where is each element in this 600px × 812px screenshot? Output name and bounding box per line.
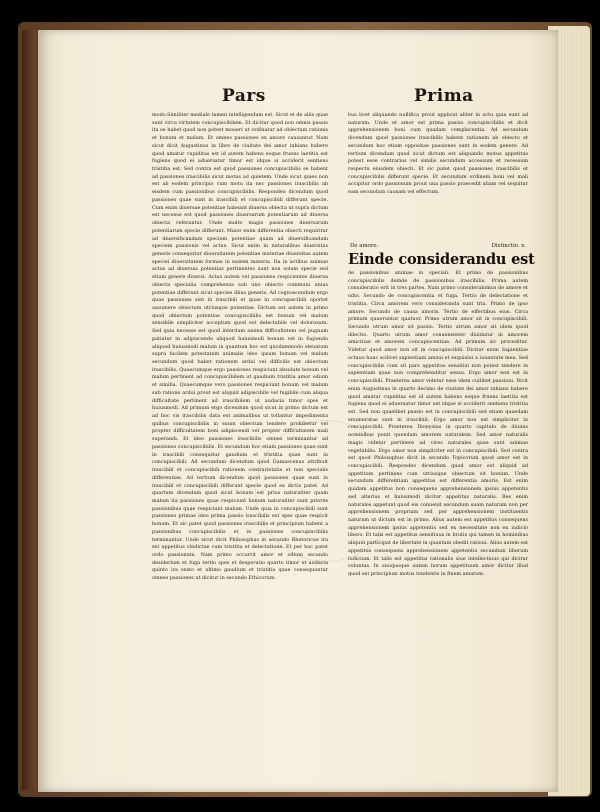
running-head-left: Pars — [222, 86, 266, 106]
left-text-column — [152, 112, 328, 714]
left-column-text: modo.Similiter mediale tamen intelligendum est. Sicut et de aliis quae sunt circa virtutem concupiscibilem. Et dicitur quod non omnis passio ita se habet quod non potest moueri ut ordinatur ad obiectum rationis et bonum et malum. Et omnes passiones ex amore causantur. Nam sicut dicit Augustinus in libro de ciuitate dei amor inhians habere quod amatur cupiditas est id autem habens eoque fruens laetitia est fugiens quod ei aduersatur timor est idque si acciderit sentiens tristitia est. Sed contra est quod passiones concupiscibilis se habent ad passiones irascibilis sicut motus ad quietem. Unde sicut quies non est ab eodem principio cum motu ita nec passiones irascibilis ab eisdem cum passionibus concupiscibilis. Respondeo dicendum quod passiones quae sunt in irascibili et concupiscibili differunt specie. Cum enim diuersae potentiae habeant diuersa obiecta ut supra dictum est necesse est quod passiones diuersarum potentiarum ad diuersa obiecta referantur. Unde multo magis passiones diuersarum potentiarum specie differunt. Maior enim differentia obiecti requiritur ad diuersificandam speciem potentiae quam ad diuersificandam speciem passionis vel actus. Sicut enim in naturalibus diuersitas generis consequitur diuersitatem potentiae materiae diuersitas autem speciei diuersitatem formae in eadem materia. Ita in actibus animae actus ad diuersas potentias pertinentes sunt non solum specie sed etiam genere diuersi. Actus autem vel passiones respicientes diuersa obiecta specialia comprehensa sub uno obiecto communi unius potentiae differunt sicut species illius generis. Ad cognoscendum ergo quae passiones sint in irascibili et quae in concupiscibili oportet assumere obiectum utriusque potentiae. Dictum est autem in primo quod obiectum potentiae concupiscibilis est bonum vel malum sensibile simpliciter acceptum quod est delectabile vel dolorosum. Sed quia necesse est quod interdum anima difficultatem vel pugnam patiatur in adipiscendo aliquod huiusmodi bonum vel in fugiendo aliquod huiusmodi malum in quantum hoc est quodammodo eleuatum supra facilem potestatem animalis ideo ipsum bonum vel malum secundum quod habet rationem ardui vel difficilis est obiectum irascibilis. Quaecumque ergo passiones respiciunt absolute bonum vel malum pertinent ad concupiscibilem ut gaudium tristitia amor odium et similia. Quaecumque vero passiones respiciunt bonum vel malum sub ratione ardui prout est aliquid adipiscibile vel fugibile cum aliqua difficultate pertinent ad irascibilem ut audacia timor spes et huiusmodi. Ad primum ergo dicendum quod sicut in primo dictum est ad hoc vis irascibilis data est animalibus ut tollantur impedimenta quibus concupiscibilis in suum obiectum tendere prohibetur vel propter difficultatem boni adipiscendi vel propter difficultatem mali superandi. Et ideo passiones irascibilis omnes terminantur ad passiones concupiscibilis. Et secundum hoc etiam passiones quae sunt in irascibili consequitur gaudium et tristitia quae sunt in concupiscibili. Ad secundum dicendum quod Damascenus attribuit irascibili et concupiscibili rationem contrarietatis et non specialis differentiae. Ad tertium dicendum quod passiones quae sunt in irascibili et concupiscibili differunt specie quod ex dictis patet. Ad quartum dicendum quod sicut bonum est prius naturaliter quam malum ita passiones quae respiciunt bonum naturaliter sunt priores passionibus quae respiciunt malum. Unde quia in concupiscibili sunt passiones primae ideo prima passio irascibilis est spes quae respicit bonum. Et sic patet quod passiones irascibilis et principium habent a passionibus concupiscibilis et in passiones concupiscibilis terminantur. Unde sicut dicit Philosophus in secundo Rhetoricae ira est appetitus vindictae cum tristitia et delectatione. Et per hoc patet ordo passionum. Nam primo occurrit amor et odium secundo desiderium et fuga tertio spes et desperatio quarto timor et audacia quinto ira sexto et ultimo gaudium et tristitia quae consequuntur omnes passiones ut dicitur in secundo Ethicorum. — [152, 112, 328, 582]
book-spine-edge — [22, 30, 36, 790]
chapter-subheading-left: De amore. — [350, 243, 379, 249]
chapter-title: Einde considerandu est — [348, 251, 535, 268]
chapter-subheading-right: Distinctio. x. — [491, 243, 526, 249]
right-text-column — [348, 112, 535, 702]
running-head-right: Prima — [414, 86, 474, 106]
chapter-subheading — [348, 242, 528, 250]
right-column-text-top: bus licet aliquando nullifica prout applicat aliter in actu quia sunt ad naturam. Unde et amor est prima passio concupiscibilis et dicit apprehensionem boni cum quadam complacentia. Ad secundum dicendum quod passiones irascibilis habent rationem ab obiecto et secundum hoc etiam oppositae passiones sunt in eodem genere. Ad tertium dicendum quod sicut dictum est aliquando motus appetitus potest esse contrarius vel similis secundum accessum et recessum respectu eiusdem obiecti. Et sic patet quod passiones irascibilis et concupiscibilis differunt specie. Et secundum ordinem boni vel mali accipitur ordo passionum prout una passio praecedit aliam vel sequitur eam secundum causam vel effectum. — [348, 112, 528, 196]
right-column-text-bottom: de passionibus animae in speciali. Et primo de passionibus concupiscibilis deinde de passionibus irascibilis. Prima autem consideratio erit in tres partes. Nam primo considerabimus de amore et odio. Secundo de concupiscentia et fuga. Tertio de delectatione et tristitia. Circa amorem vero consideranda sunt tria. Primo de ipso amore. Secundo de causa amoris. Tertio de effectibus eius. Circa primum quaeruntur quatuor. Primo utrum amor sit in concupiscibili. Secundo utrum amor sit passio. Tertio utrum amor sit idem quod dilectio. Quarto utrum amor conuenienter diuidatur in amorem amicitiae et amorem concupiscentiae. Ad primum sic proceditur. Videtur quod amor non sit in concupiscibili. Dicitur enim Sapientiae octauo hanc scilicet sapientiam amaui et exquisiui a iuuentute mea. Sed concupiscibilis cum sit pars appetitus sensitiui non potest tendere in sapientiam quae non comprehenditur sensu. Ergo amor non est in concupiscibili. Praeterea amor videtur esse idem cuilibet passioni. Dicit enim Augustinus in quarto decimo de ciuitate dei amor inhians habere quod amatur cupiditas est id autem habens eoque fruens laetitia est fugiens quod ei aduersatur timor est idque si acciderit sentiens tristitia est. Sed non quaelibet passio est in concupiscibili sed etiam quaedam enumeratae sunt in irascibili. Ergo amor non est simpliciter in concupiscibili. Praeterea Dionysius in quarto capitulo de diuinis nominibus ponit quendam amorem naturalem. Sed amor naturalis magis videtur pertinere ad vires naturales quae sunt animae vegetabilis. Ergo amor non simpliciter est in concupiscibili. Sed contra est quod Philosophus dicit in secundo Topicorum quod amor est in concupiscibili. Respondeo dicendum quod amor est aliquid ad appetitum pertinens cum utriusque obiectum sit bonum. Unde secundum differentiam appetitus est differentia amoris. Est enim quidam appetitus non consequens apprehensionem ipsius appetentis sed alterius et huiusmodi dicitur appetitus naturalis. Res enim naturales appetunt quod eis conuenit secundum suam naturam non per apprehensionem propriam sed per apprehensionem instituentis naturam ut dictum est in primo. Alius autem est appetitus consequens apprehensionem ipsius appetentis sed ex necessitate non ex iudicio libero. Et talis est appetitus sensitiuus in brutis qui tamen in hominibus aliquid participat de libertate in quantum obedit rationi. Alius autem est appetitus consequens apprehensionem appetentis secundum liberum iudicium. Et talis est appetitus rationalis siue intellectiuus qui dicitur voluntas. In unoquoque autem horum appetituum amor dicitur illud quod est principium motus tendentis in finem amatum. — [348, 270, 528, 578]
